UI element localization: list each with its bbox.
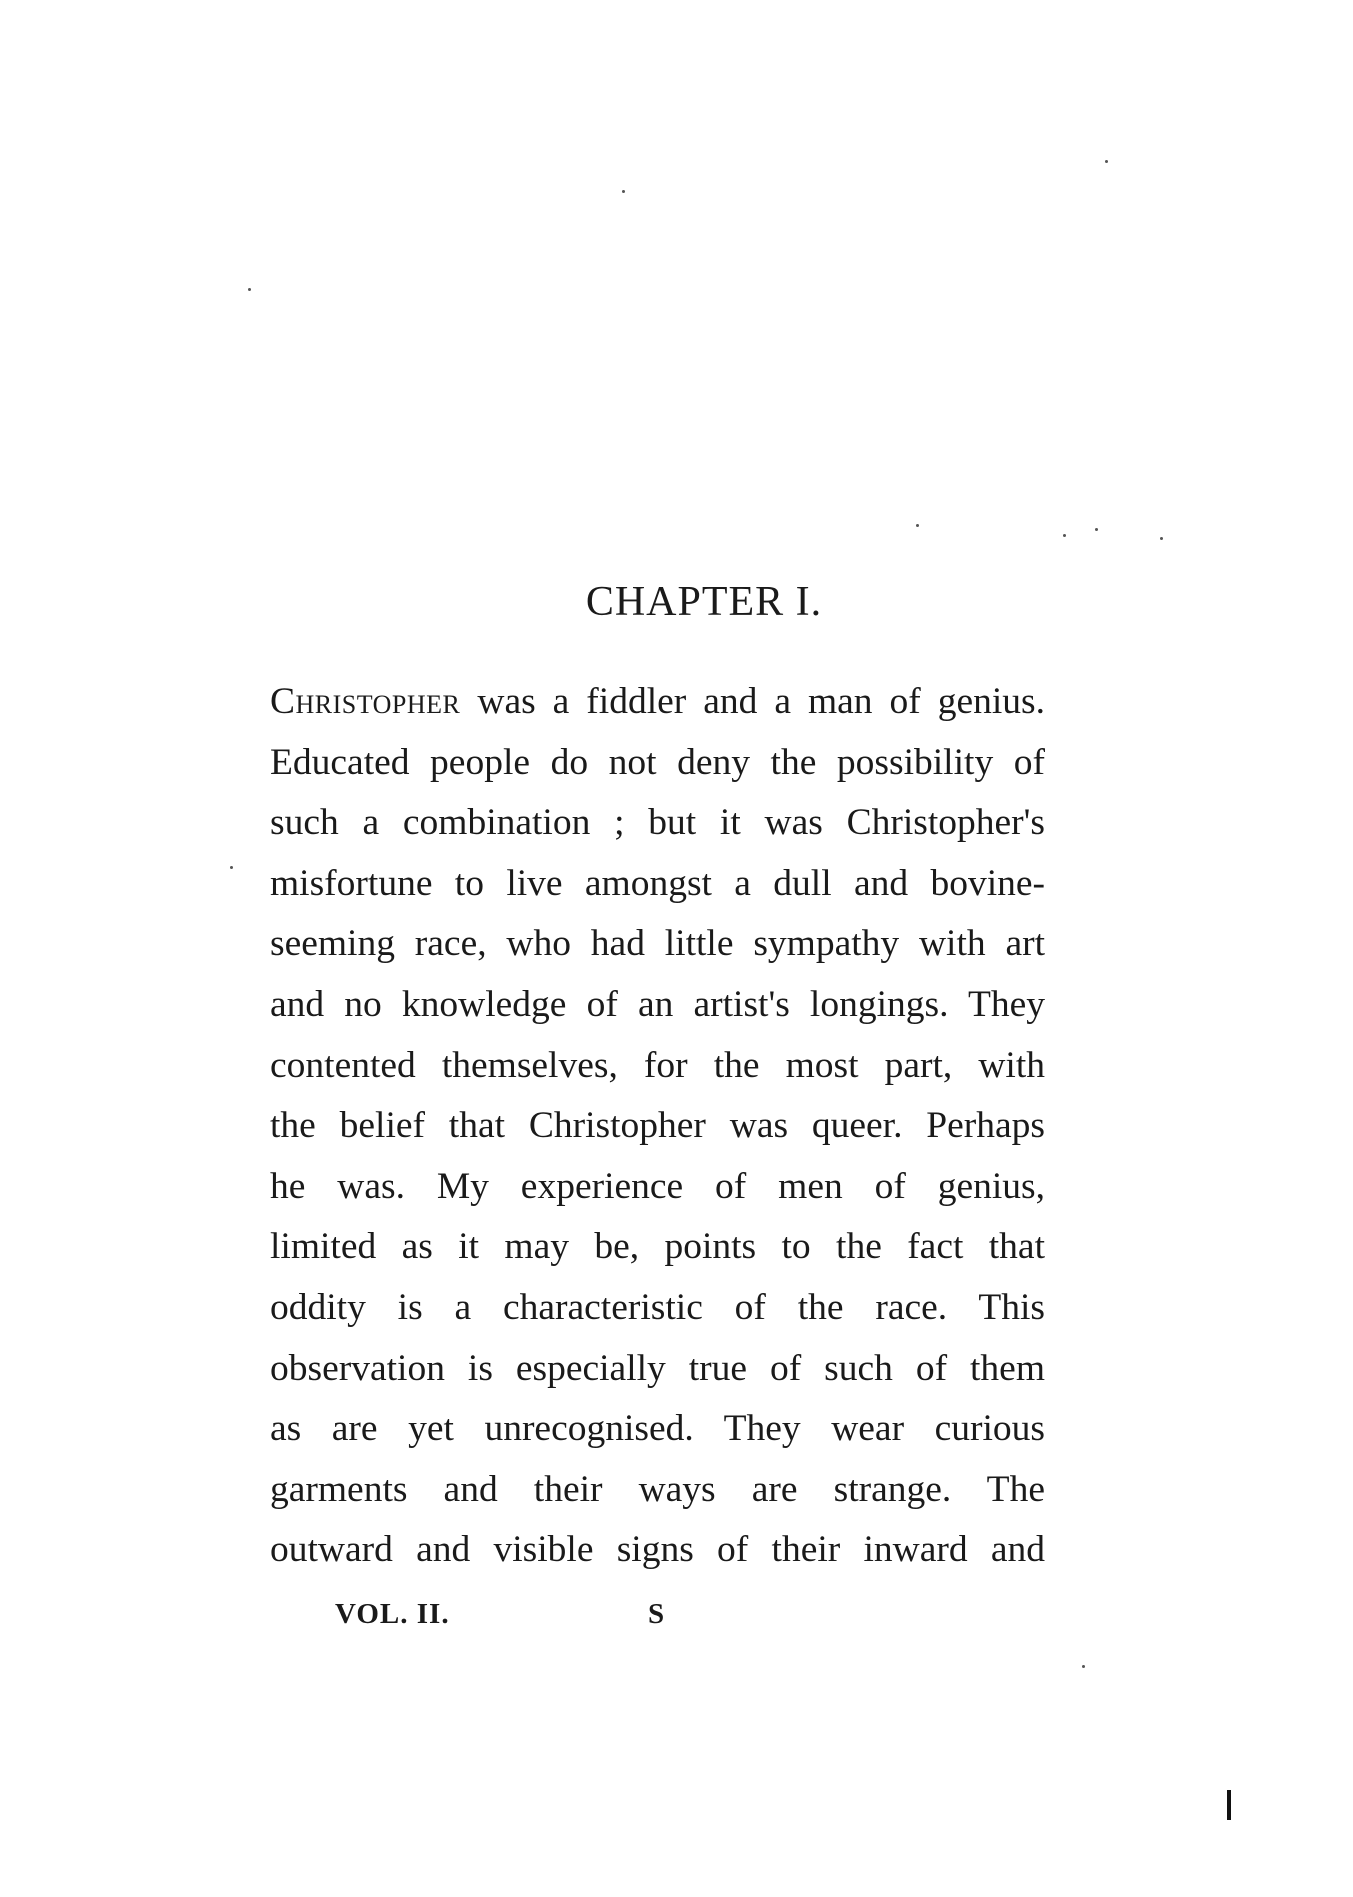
paper-speck	[916, 524, 919, 527]
lead-word: Christopher	[270, 681, 461, 722]
text-line: misfortune to live amongst a dull and bovine-	[270, 862, 1045, 904]
scan-edge-mark	[1227, 1790, 1231, 1820]
paper-speck	[230, 866, 233, 869]
paper-speck	[1082, 1665, 1085, 1668]
text-line: such a combination ; but it was Christopher's	[270, 802, 1045, 844]
paper-speck	[1105, 160, 1108, 163]
text-line: the belief that Christopher was queer. Perhaps	[270, 1105, 1045, 1147]
paper-speck	[622, 190, 625, 193]
paper-speck	[248, 288, 251, 291]
signature-mark: S	[648, 1598, 665, 1630]
paper-speck	[1095, 528, 1098, 531]
text-line: as are yet unrecognised. They wear curious	[270, 1408, 1045, 1450]
paper-speck	[1063, 534, 1066, 537]
text-line: contented themselves, for the most part, with	[270, 1044, 1045, 1086]
text-line: oddity is a characteristic of the race. This	[270, 1286, 1045, 1328]
text-line: and no knowledge of an artist's longings. They	[270, 983, 1045, 1025]
text-line: Christopher was a fiddler and a man of genius.	[270, 681, 1045, 722]
text-line: he was. My experience of men of genius,	[270, 1165, 1045, 1207]
volume-label: VOL. II.	[335, 1598, 450, 1630]
chapter-title: CHAPTER I.	[585, 579, 823, 625]
text-line: Educated people do not deny the possibility of	[270, 741, 1045, 783]
text-line: garments and their ways are strange. The	[270, 1468, 1045, 1510]
paper-speck	[1160, 537, 1163, 540]
text-line: seeming race, who had little sympathy with art	[270, 923, 1045, 965]
text-line: observation is especially true of such of them	[270, 1347, 1045, 1389]
text-line: limited as it may be, points to the fact that	[270, 1226, 1045, 1268]
chapter-paragraph	[270, 672, 1045, 1581]
text-line: outward and visible signs of their inward and	[270, 1529, 1045, 1571]
